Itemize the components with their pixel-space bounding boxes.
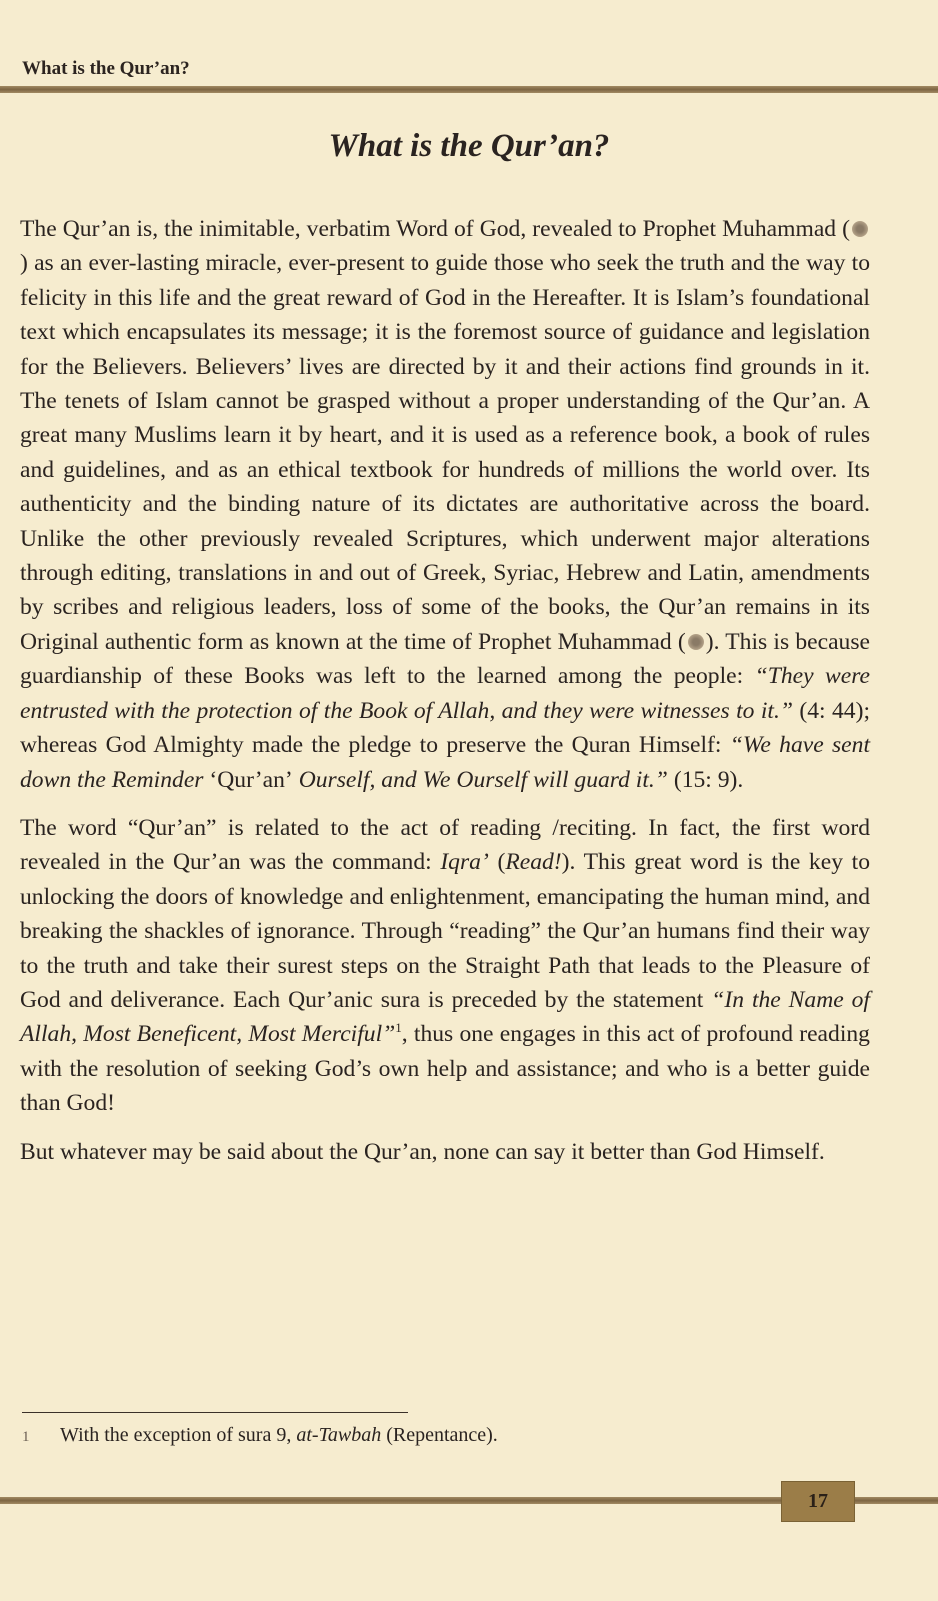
quote: “In the Name of Allah, Most Beneficent, Most Merciful” <box>20 986 870 1048</box>
quote: “They were entrusted with the protection of the Book of Allah, and they were witnesses to it.” <box>20 663 871 724</box>
quote: “We have sent down the Reminder <box>20 732 871 793</box>
header-divider <box>0 86 938 93</box>
footnote-number: 1 <box>22 1429 30 1445</box>
paragraph-1: The Qur’an is, the inimitable, verbatim Word of God, revealed to Prophet Muhammad () as an ever-lasting miracle, ever-present to guide those who seek the truth and the way to felicity in this life and the great reward of God in the Hereafter. It is Islam’s foundational text which encapsulates its message; it is the foremost source of guidance and legislation for the Believers. Believers’ lives are directed by it and their actions find grounds in it. The tenets of Islam cannot be grasped without a proper understanding of the Qur’an. A great many Muslims learn it by heart, and it is used as a reference book, a book of rules and guidelines, and as an ethical textbook for hundreds of millions the world over. Its authenticity and the binding nature of its dictates are authoritative across the board. Unlike the other previously revealed Scriptures, which underwent major alterations through editing, translations in and out of Greek, Syriac, Hebrew and Latin, amendments by scribes and religious leaders, loss of some of the books, the Qur’an remains in its Original authentic form as known at the time of Prophet Muhammad ( ). This is because guardianship of these Books was left to the learned among the people: “They were entrusted with the protection of the Book of Allah, and they were witnesses to it.” (4: 44); whereas God Almighty made the pledge to preserve the Quran Himself: “We have sent down the Reminder ‘Qur’an’ Ourself, and We Ourself will guard it.” (15: 9). <box>20 216 871 793</box>
page-number: 17 <box>781 1481 855 1522</box>
paragraph-3: But whatever may be said about the Qur’an, none can say it better than God Himself. <box>20 1138 825 1165</box>
pbuh-icon <box>852 221 868 237</box>
paragraph-2: The word “Qur’an” is related to the act of reading /reciting. In fact, the first word revealed in the Qur’an was the command: Iqra’ (Read!). This great word is the key to unlocking the doors of knowledge and enlightenment, emancipating the human mind, and breaking the shackles of ignorance. Through “reading” the Qur’an humans find their way to the truth and take their surest steps on the Straight Path that leads to the Pleasure of God and deliverance. Each Qur’anic sura is preceded by the statement “In the Name of Allah, Most Beneficent, Most Merciful”$^1$, thus one engages in this act of profound reading with the resolution of seeking God’s own help and assistance; and who is a better guide than God! <box>20 814 870 1117</box>
footnote: 1 With the exception of sura 9, at-Tawbah (Repentance). <box>22 1424 498 1446</box>
running-header: What is the Qur’an? <box>22 58 190 79</box>
page-title: What is the Qur’an? <box>328 128 610 164</box>
pbuh-icon <box>688 634 704 650</box>
quote: Ourself, and We Ourself will guard it.” <box>292 766 668 793</box>
footnote-divider <box>22 1412 408 1413</box>
footnote-ref[interactable]: 1 <box>395 1020 402 1036</box>
body-text <box>20 212 870 1183</box>
